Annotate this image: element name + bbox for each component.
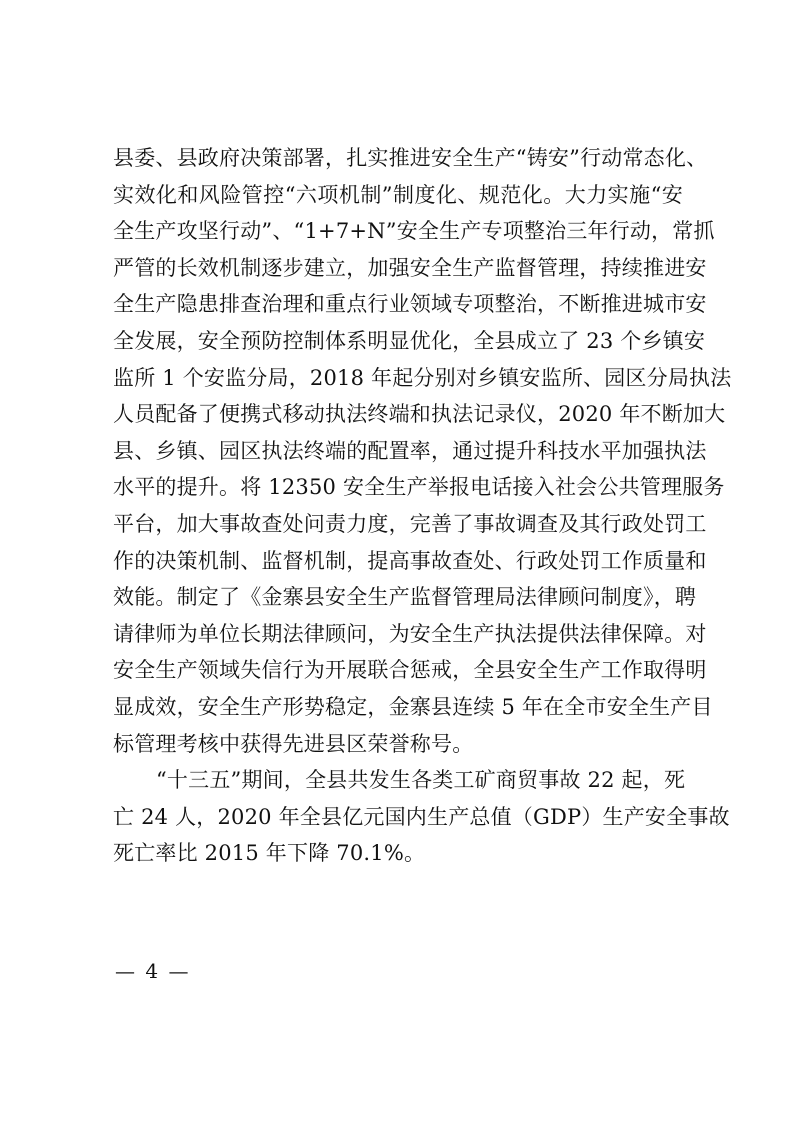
text-line: 标管理考核中获得先进县区荣誉称号。 (113, 731, 474, 756)
text-line: 亡 24 人，2020 年全县亿元国内生产总值（GDP）生产安全事故 (113, 804, 730, 829)
text-line: 全生产隐患排查治理和重点行业领域专项整治，不断推进城市安 (113, 292, 707, 317)
text-line: 水平的提升。将 12350 安全生产举报电话接入社会公共管理服务 (113, 475, 725, 500)
text-line: 县委、县政府决策部署，扎实推进安全生产“铸安”行动常态化、 (113, 146, 708, 170)
text-line: 人员配备了便携式移动执法终端和执法记录仪，2020 年不断加大 (113, 402, 726, 427)
text-line: 请律师为单位长期法律顾问，为安全生产执法提供法律保障。对 (113, 621, 707, 646)
text-line: 效能。制定了《金寨县安全生产监督管理局法律顾问制度》，聘 (113, 585, 697, 610)
text-line: 严管的长效机制逐步建立，加强安全生产监督管理，持续推进安 (113, 255, 707, 280)
text-line: 平台，加大事故查处问责力度，完善了事故调查及其行政处罚工 (113, 511, 707, 536)
text-line: 死亡率比 2015 年下降 70.1%。 (113, 841, 426, 866)
text-line: 全发展，安全预防控制体系明显优化，全县成立了 23 个乡镇安 (113, 328, 706, 353)
text-line: 监所 1 个安监分局，2018 年起分别对乡镇安监所、园区分局执法 (113, 365, 732, 390)
text-line: “十三五”期间，全县共发生各类工矿商贸事故 22 起，死 (156, 768, 686, 793)
text-line: 全生产攻坚行动”、“1+7+N”安全生产专项整治三年行动，常抓 (113, 219, 715, 244)
body-text (113, 140, 732, 872)
text-line: 安全生产领域失信行为开展联合惩戒，全县安全生产工作取得明 (113, 658, 707, 683)
text-line: 县、乡镇、园区执法终端的配置率，通过提升科技水平加强执法 (113, 438, 707, 463)
text-line: 作的决策机制、监督机制，提高事故查处、行政处罚工作质量和 (113, 548, 707, 573)
paragraph-1 (113, 140, 732, 762)
text-line: 显成效，安全生产形势稳定，金寨县连续 5 年在全市安全生产目 (113, 694, 713, 719)
text-line: 实效化和风险管控“六项机制”制度化、规范化。大力实施“安 (113, 182, 683, 207)
page-number: — 4 — (115, 959, 191, 983)
paragraph-2 (113, 762, 730, 872)
